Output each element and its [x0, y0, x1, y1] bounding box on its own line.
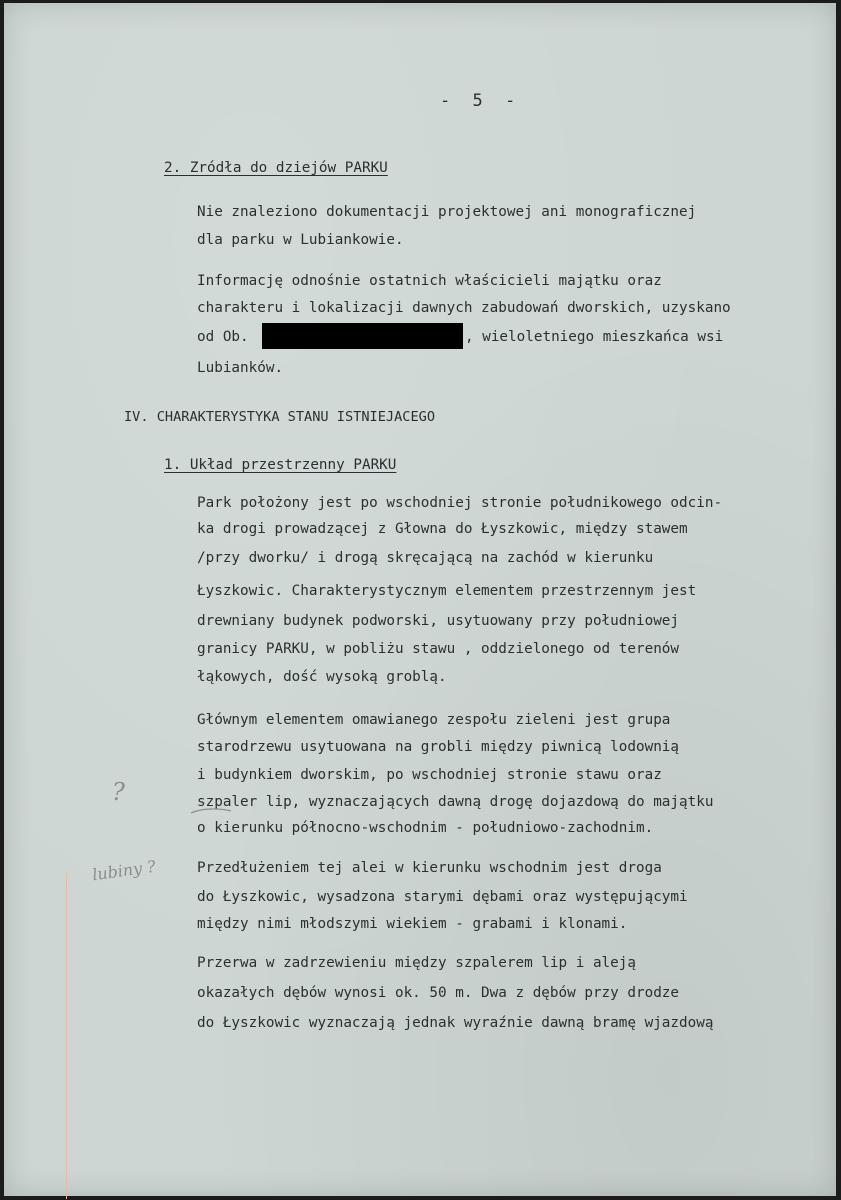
section-4-paragraph-1-line-2: ka drogi prowadzącej z Głowna do Łyszkowic, między stawem — [197, 521, 688, 537]
section-4-subheading-1: 1. Układ przestrzenny PARKU — [164, 457, 397, 473]
section-2-heading: 2. Zródła do dziejów PARKU — [164, 160, 388, 176]
section-4-paragraph-4-line-1: Przerwa w zadrzewieniu między szpalerem lip i aleją — [197, 955, 636, 971]
section-4-paragraph-1-line-6: granicy PARKU, w pobliżu stawu , oddzielonego od terenów — [197, 641, 680, 657]
section-4-paragraph-1-line-7: łąkowych, dość wysoką groblą. — [197, 669, 447, 685]
handwritten-underline-mark — [190, 807, 232, 815]
section-4-paragraph-1-line-3: /przy dworku/ i drogą skręcającą na zachód w kierunku — [197, 550, 654, 566]
section-4-paragraph-2-line-2: starodrzewu usytuowana na grobli między piwnicą lodownią — [197, 739, 680, 755]
section-2-paragraph-2-line-3-suffix: , wieloletniego mieszkańca wsi — [465, 329, 724, 345]
section-2-paragraph-2-line-4: Lubianków. — [197, 360, 284, 376]
handwritten-note-margin: lubiny ? — [90, 856, 157, 885]
section-4-heading: IV. CHARAKTERYSTYKA STANU ISTNIEJACEGO — [124, 409, 435, 425]
section-4-paragraph-1-line-5: drewniany budynek podworski, usytuowany przy południowej — [197, 613, 680, 629]
page-number: - 5 - — [440, 91, 522, 111]
section-2-paragraph-2-line-2: charakteru i lokalizacji dawnych zabudowań dworskich, uzyskano — [197, 300, 731, 316]
section-2-paragraph-1-line-1: Nie znaleziono dokumentacji projektowej ani monograficznej — [197, 204, 697, 220]
document-page — [4, 3, 836, 1196]
redaction-bar — [262, 323, 463, 349]
section-4-paragraph-3-line-1: Przedłużeniem tej alei w kierunku wschodnim jest droga — [197, 860, 662, 876]
section-4-paragraph-4-line-3: do Łyszkowic wyznaczają jednak wyraźnie dawną bramę wjazdową — [197, 1015, 714, 1031]
section-4-paragraph-3-line-2: do Łyszkowic, wysadzona starymi dębami oraz występującymi — [197, 889, 688, 905]
section-4-paragraph-2-line-3: i budynkiem dworskim, po wschodniej stronie stawu oraz — [197, 767, 662, 783]
section-2-paragraph-2-line-1: Informację odnośnie ostatnich właścicieli majątku oraz — [197, 273, 662, 289]
section-4-paragraph-2-line-1: Głównym elementem omawianego zespołu zieleni jest grupa — [197, 712, 671, 728]
section-4-paragraph-1-line-4: Łyszkowic. Charakterystycznym elementem przestrzennym jest — [197, 583, 697, 599]
section-4-paragraph-2-line-4: szpaler lip, wyznaczających dawną drogę dojazdową do majątku — [197, 794, 714, 810]
section-4-paragraph-2-line-5: o kierunku północno-wschodnim - południowo-zachodnim. — [197, 820, 654, 836]
handwritten-note-question: ? — [112, 778, 125, 806]
section-4-paragraph-1-line-1: Park położony jest po wschodniej stronie południkowego odcin- — [197, 495, 723, 511]
section-4-paragraph-4-line-2: okazałych dębów wynosi ok. 50 m. Dwa z dębów przy drodze — [197, 985, 680, 1001]
section-4-paragraph-3-line-3: między nimi młodszymi wiekiem - grabami i klonami. — [197, 916, 628, 932]
section-2-paragraph-2-line-3-prefix: od Ob. — [197, 329, 249, 345]
section-2-paragraph-1-line-2: dla parku w Lubiankowie. — [197, 232, 404, 248]
margin-line — [66, 873, 67, 1199]
